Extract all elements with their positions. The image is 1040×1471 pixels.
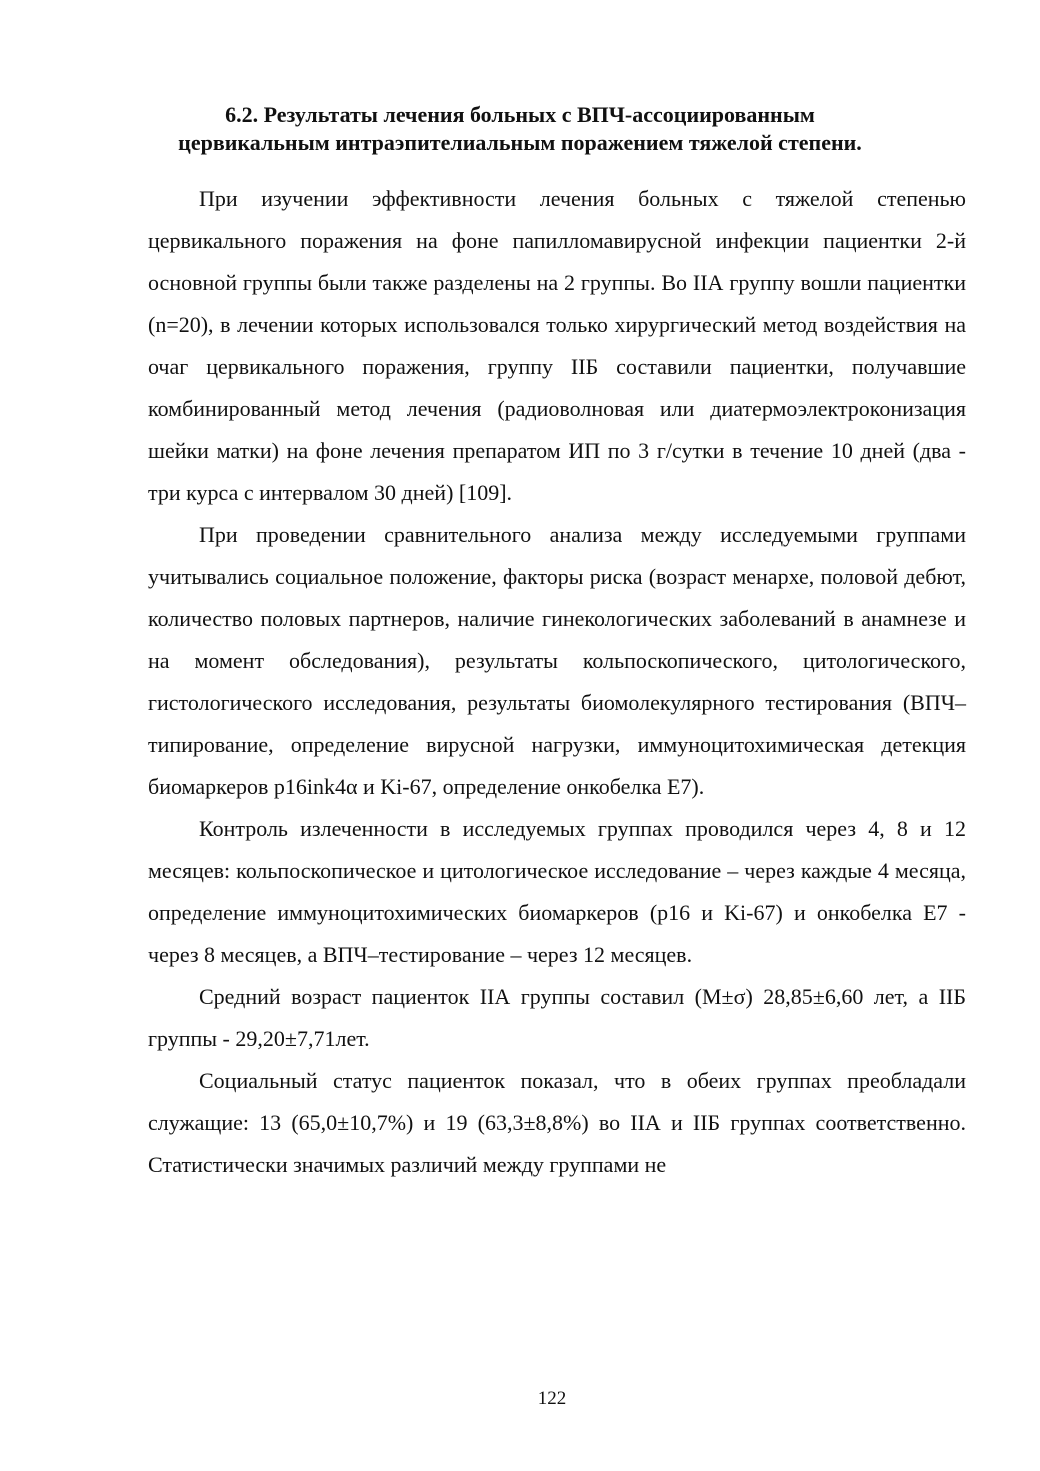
- section-heading-line-1: 6.2. Результаты лечения больных с ВПЧ-ассоциированным: [225, 102, 815, 127]
- paragraph: При проведении сравнительного анализа между исследуемыми группами учитывались социальное положение, факторы риска (возраст менархе, половой дебют, количество половых партнеров, наличие гинекологических заболеваний в анамнезе и на момент обследования), результаты кольпоскопического, цитологического, гистологического исследования, результаты биомолекулярного тестирования (ВПЧ–типирование, определение вирусной нагрузки, иммуноцитохимическая детекция биомаркеров p16ink4α и Ki-67, определение онкобелка Е7).: [148, 522, 966, 799]
- paragraph: Контроль излеченности в исследуемых группах проводился через 4, 8 и 12 месяцев: кольпоскопическое и цитологическое исследование – через каждые 4 месяца, определение иммуноцитохимических биомаркеров (р16 и Ki-67) и онкобелка Е7 - через 8 месяцев, а ВПЧ–тестирование – через 12 месяцев.: [148, 816, 966, 967]
- paragraph: Социальный статус пациенток показал, что в обеих группах преобладали служащие: 13 (65,0±10,7%) и 19 (63,3±8,8%) во IIА и IIБ группах соответственно. Статистически значимых различий между группами не: [148, 1068, 966, 1177]
- paragraph: Средний возраст пациенток IIА группы составил (M±σ) 28,85±6,60 лет, а IIБ группы - 29,20±7,71лет.: [148, 984, 966, 1051]
- body-text: [148, 178, 966, 1186]
- page-number: 122: [537, 1388, 567, 1409]
- section-heading: [100, 101, 940, 157]
- paragraph: При изучении эффективности лечения больных с тяжелой степенью цервикального поражения на фоне папилломавирусной инфекции пациентки 2-й основной группы были также разделены на 2 группы. Во IIА группу вошли пациентки (n=20), в лечении которых использовался только хирургический метод воздействия на очаг цервикального поражения, группу IIБ составили пациентки, получавшие комбинированный метод лечения (радиоволновая или диатермоэлектроконизация шейки матки) на фоне лечения препаратом ИП по 3 г/сутки в течение 10 дней (два - три курса с интервалом 30 дней) [109].: [148, 186, 966, 505]
- section-heading-line-2: цервикальным интраэпителиальным поражением тяжелой степени.: [178, 130, 862, 155]
